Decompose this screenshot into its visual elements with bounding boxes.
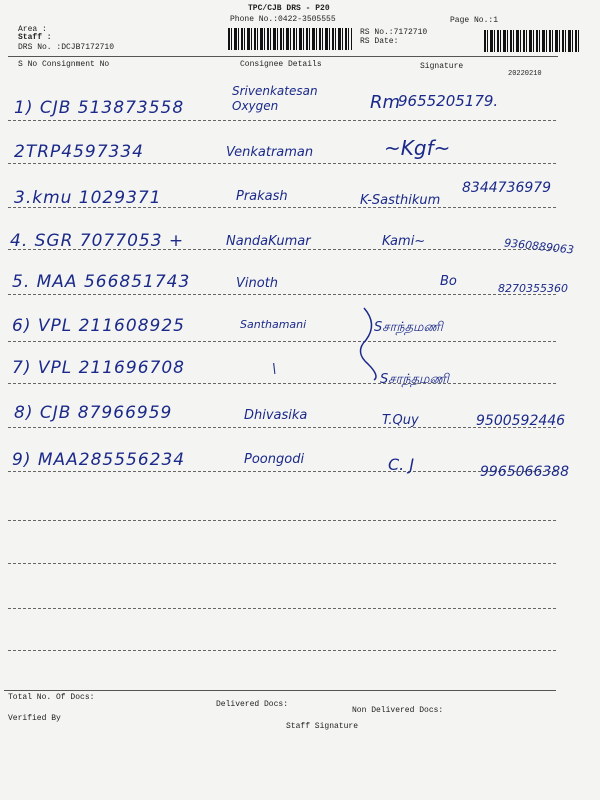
entry-rule (8, 341, 556, 342)
signature: Rm (370, 92, 401, 113)
consignment-number: 5. MAA 566851743 (12, 272, 191, 292)
consignee-name: Santhamani (240, 318, 307, 331)
consignment-number: 7) VPL 211696708 (12, 358, 185, 378)
total-docs-label: Total No. Of Docs: (8, 693, 95, 702)
barcode-right (484, 30, 580, 52)
staff-label: Staff : (18, 33, 52, 42)
entry-rule (8, 383, 556, 384)
page-number: Page No.:1 (450, 16, 499, 25)
signature: C. J (388, 455, 415, 474)
entry-rule (8, 471, 556, 472)
footer-divider (4, 690, 556, 691)
column-signature: Signature (420, 62, 464, 71)
entry-rule (8, 650, 556, 651)
signature: ~Kgf~ (384, 136, 451, 160)
signature: Sசாந்தமணி (380, 372, 449, 387)
signature: Bo (440, 274, 457, 289)
consignee-name: NandaKumar (226, 234, 311, 249)
consignment-number: 2TRP4597334 (14, 142, 144, 162)
area-label: Area : (18, 25, 47, 34)
rs-number: RS No.:7172710 (360, 28, 428, 37)
consignee-name: \ (272, 362, 277, 377)
consignee-name: Prakash (236, 189, 288, 204)
rs-date: RS Date: (360, 37, 399, 46)
consignment-number: 1) CJB 513873558 (14, 98, 185, 118)
non-delivered-docs-label: Non Delivered Docs: (352, 706, 444, 715)
consignee-name: Dhivasika (244, 408, 308, 423)
phone: 9965066388 (480, 464, 570, 480)
entry-rule (8, 120, 556, 121)
drs-title: TPC/CJB DRS - P20 (248, 4, 330, 13)
bracket-mark (344, 304, 384, 384)
entry-rule (8, 163, 556, 164)
entry-rule (8, 608, 556, 609)
consignee-name: Vinoth (236, 276, 279, 291)
date-stamp: 20220210 (508, 70, 542, 78)
verified-by-label: Verified By (8, 714, 61, 723)
consignment-number: 4. SGR 7077053 + (10, 231, 185, 251)
phone: 9360889063 (503, 236, 575, 257)
column-sno-consignment: S No Consignment No (18, 60, 110, 69)
signature: Kami~ (382, 234, 426, 249)
entry-rule (8, 563, 556, 564)
delivered-docs-label: Delivered Docs: (216, 700, 289, 709)
entry-rule (8, 427, 556, 428)
header-divider (8, 56, 558, 57)
phone-number: Phone No.:0422-3505555 (230, 15, 336, 24)
consignment-number: 6) VPL 211608925 (12, 316, 185, 336)
drs-number: DRS No. :DCJB7172710 (18, 43, 115, 52)
entry-rule (8, 294, 556, 295)
entry-rule (8, 520, 556, 521)
consignee-name: Poongodi (244, 452, 305, 467)
consignment-number: 3.kmu 1029371 (14, 188, 162, 208)
phone: 9655205179. (398, 92, 499, 110)
consignee-name: Venkatraman (226, 145, 314, 160)
consignment-number: 8) CJB 87966959 (14, 403, 173, 423)
phone: 8344736979 (462, 180, 552, 196)
consignee-name: Srivenkatesan Oxygen (232, 84, 318, 113)
barcode-left (228, 28, 352, 50)
signature: T.Quy (382, 413, 419, 428)
staff-signature-label: Staff Signature (286, 722, 359, 731)
signature: Sசாந்தமணி (374, 320, 443, 335)
phone: 8270355360 (498, 282, 568, 295)
consignment-number: 9) MAA285556234 (12, 450, 186, 470)
column-consignee-details: Consignee Details (240, 60, 322, 69)
signature: K-Sasthikum (360, 193, 441, 208)
phone: 9500592446 (476, 413, 566, 429)
